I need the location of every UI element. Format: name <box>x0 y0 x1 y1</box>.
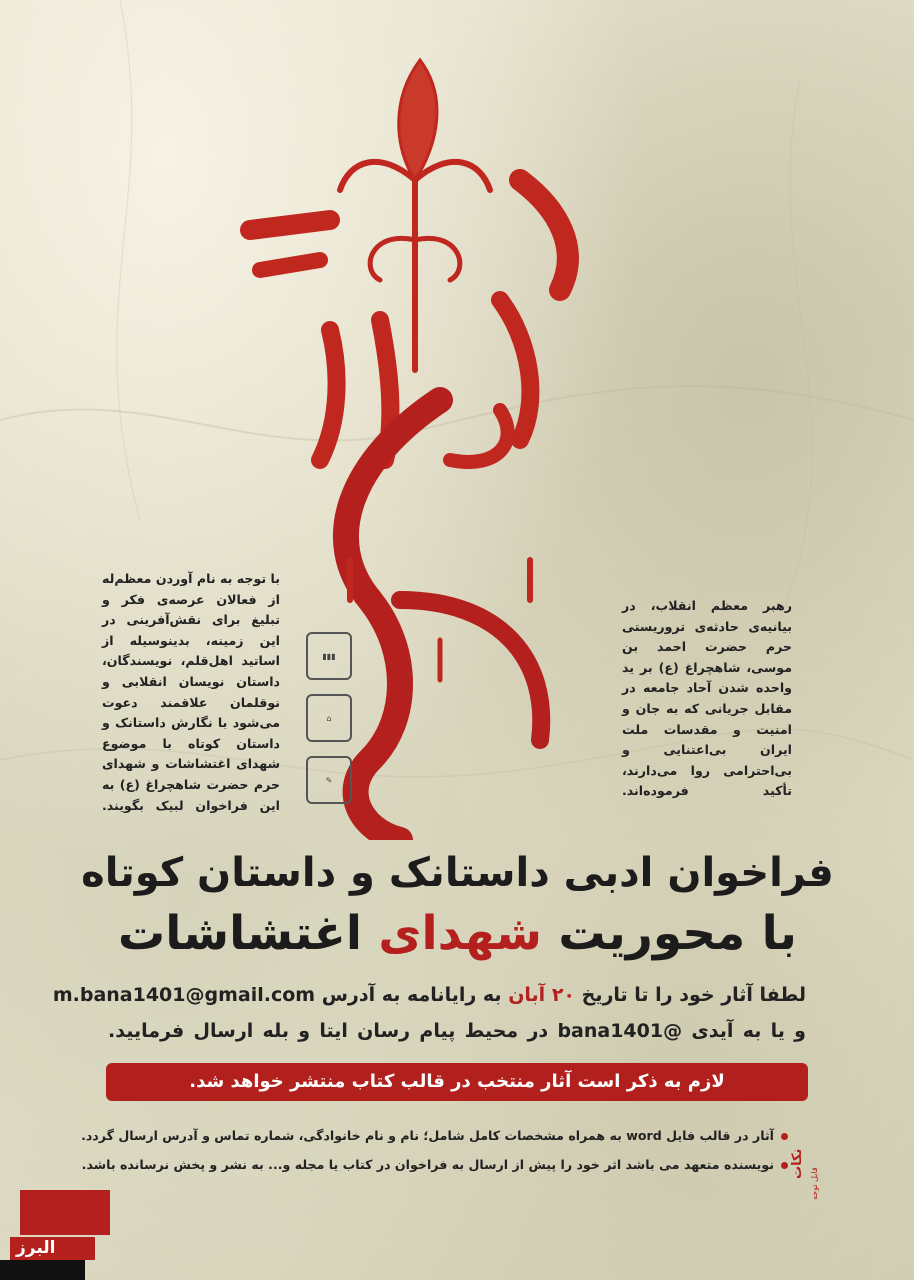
sponsor-logos <box>300 632 358 818</box>
notes-label: نکات <box>790 1148 805 1180</box>
note-item <box>81 1157 788 1172</box>
body-text: و یا به آیدی <box>691 1020 806 1042</box>
submission-line-1 <box>52 984 806 1006</box>
bullet-icon <box>781 1133 788 1140</box>
body-text: در محیط پیام رسان ایتا و بله ارسال فرمایید. <box>108 1020 549 1042</box>
subtitle-accent: شهدای <box>378 906 542 961</box>
subtitle-post: اغتشاشات <box>118 906 363 961</box>
body-text: لطفا آثار خود را تا تاریخ <box>581 984 806 1006</box>
note-text: آثار در قالب فایل word به همراه مشخصات کامل شامل؛ نام و نام خانوادگی، شماره تماس و آدرس ارسال گردد. <box>81 1128 774 1143</box>
intro-right-column: رهبر معظم انقلاب، در بیانیه‌ی حادثه‌ی تروریستی حرم حضرت احمد بن موسی، شاهچراغ (ع) بر ید واحده شدن آحاد جامعه در مقابل جریانی که به جان و امنیت و مقدسات ملت ایران بی‌اعتنایی و بی‌احترامی روا می‌دارند، تأکید فرموده‌اند. <box>622 598 792 799</box>
page-title: فراخوان ادبی داستانک و داستان کوتاه <box>81 850 834 896</box>
notes-sublabel: قابل توجه <box>810 1167 819 1200</box>
email-address: m.bana1401@gmail.com <box>52 984 316 1006</box>
intro-left-column: با توجه به نام آوردن معظم‌له از فعالان عرصه‌ی فکر و تبلیغ برای نقش‌آفرینی در این زمینه، بدینوسیله از اساتید اهل‌قلم، نویسندگان، داستان نویسان انقلابی و نوقلمان علاقمند دعوت می‌شود با نگارش داستانک و داستان کوتاه با موضوع شهدای اغتشاشات و شهدای حرم حضرت شاهچراغ (ع) به این فراخوان لبیک بگویند. <box>102 571 280 813</box>
body-text: به رایانامه به آدرس <box>321 984 502 1006</box>
sponsor-logo-icon: ⌂ <box>306 694 352 742</box>
deadline-date: ۲۰ آبان <box>508 984 576 1006</box>
page-subtitle <box>70 906 845 961</box>
subtitle-pre: با محوریت <box>558 906 797 961</box>
navid-shahed-logo <box>0 1185 120 1280</box>
publication-banner: لازم به ذکر است آثار منتخب در قالب کتاب منتشر خواهد شد. <box>106 1063 808 1101</box>
note-item <box>81 1128 788 1143</box>
note-text: نویسنده متعهد می باشد اثر خود را پیش از ارسال به فراخوان در کتاب یا مجله و... به نشر و پخش نرسانده باشد. <box>81 1157 774 1172</box>
submission-line-2 <box>108 1020 806 1042</box>
messenger-handle: bana1401@ <box>557 1020 683 1042</box>
sponsor-logo-icon: ✎ <box>306 756 352 804</box>
brand-city: البرز <box>16 1238 56 1258</box>
sponsor-logo-icon: ▮▮▮ <box>306 632 352 680</box>
bullet-icon <box>781 1162 788 1169</box>
